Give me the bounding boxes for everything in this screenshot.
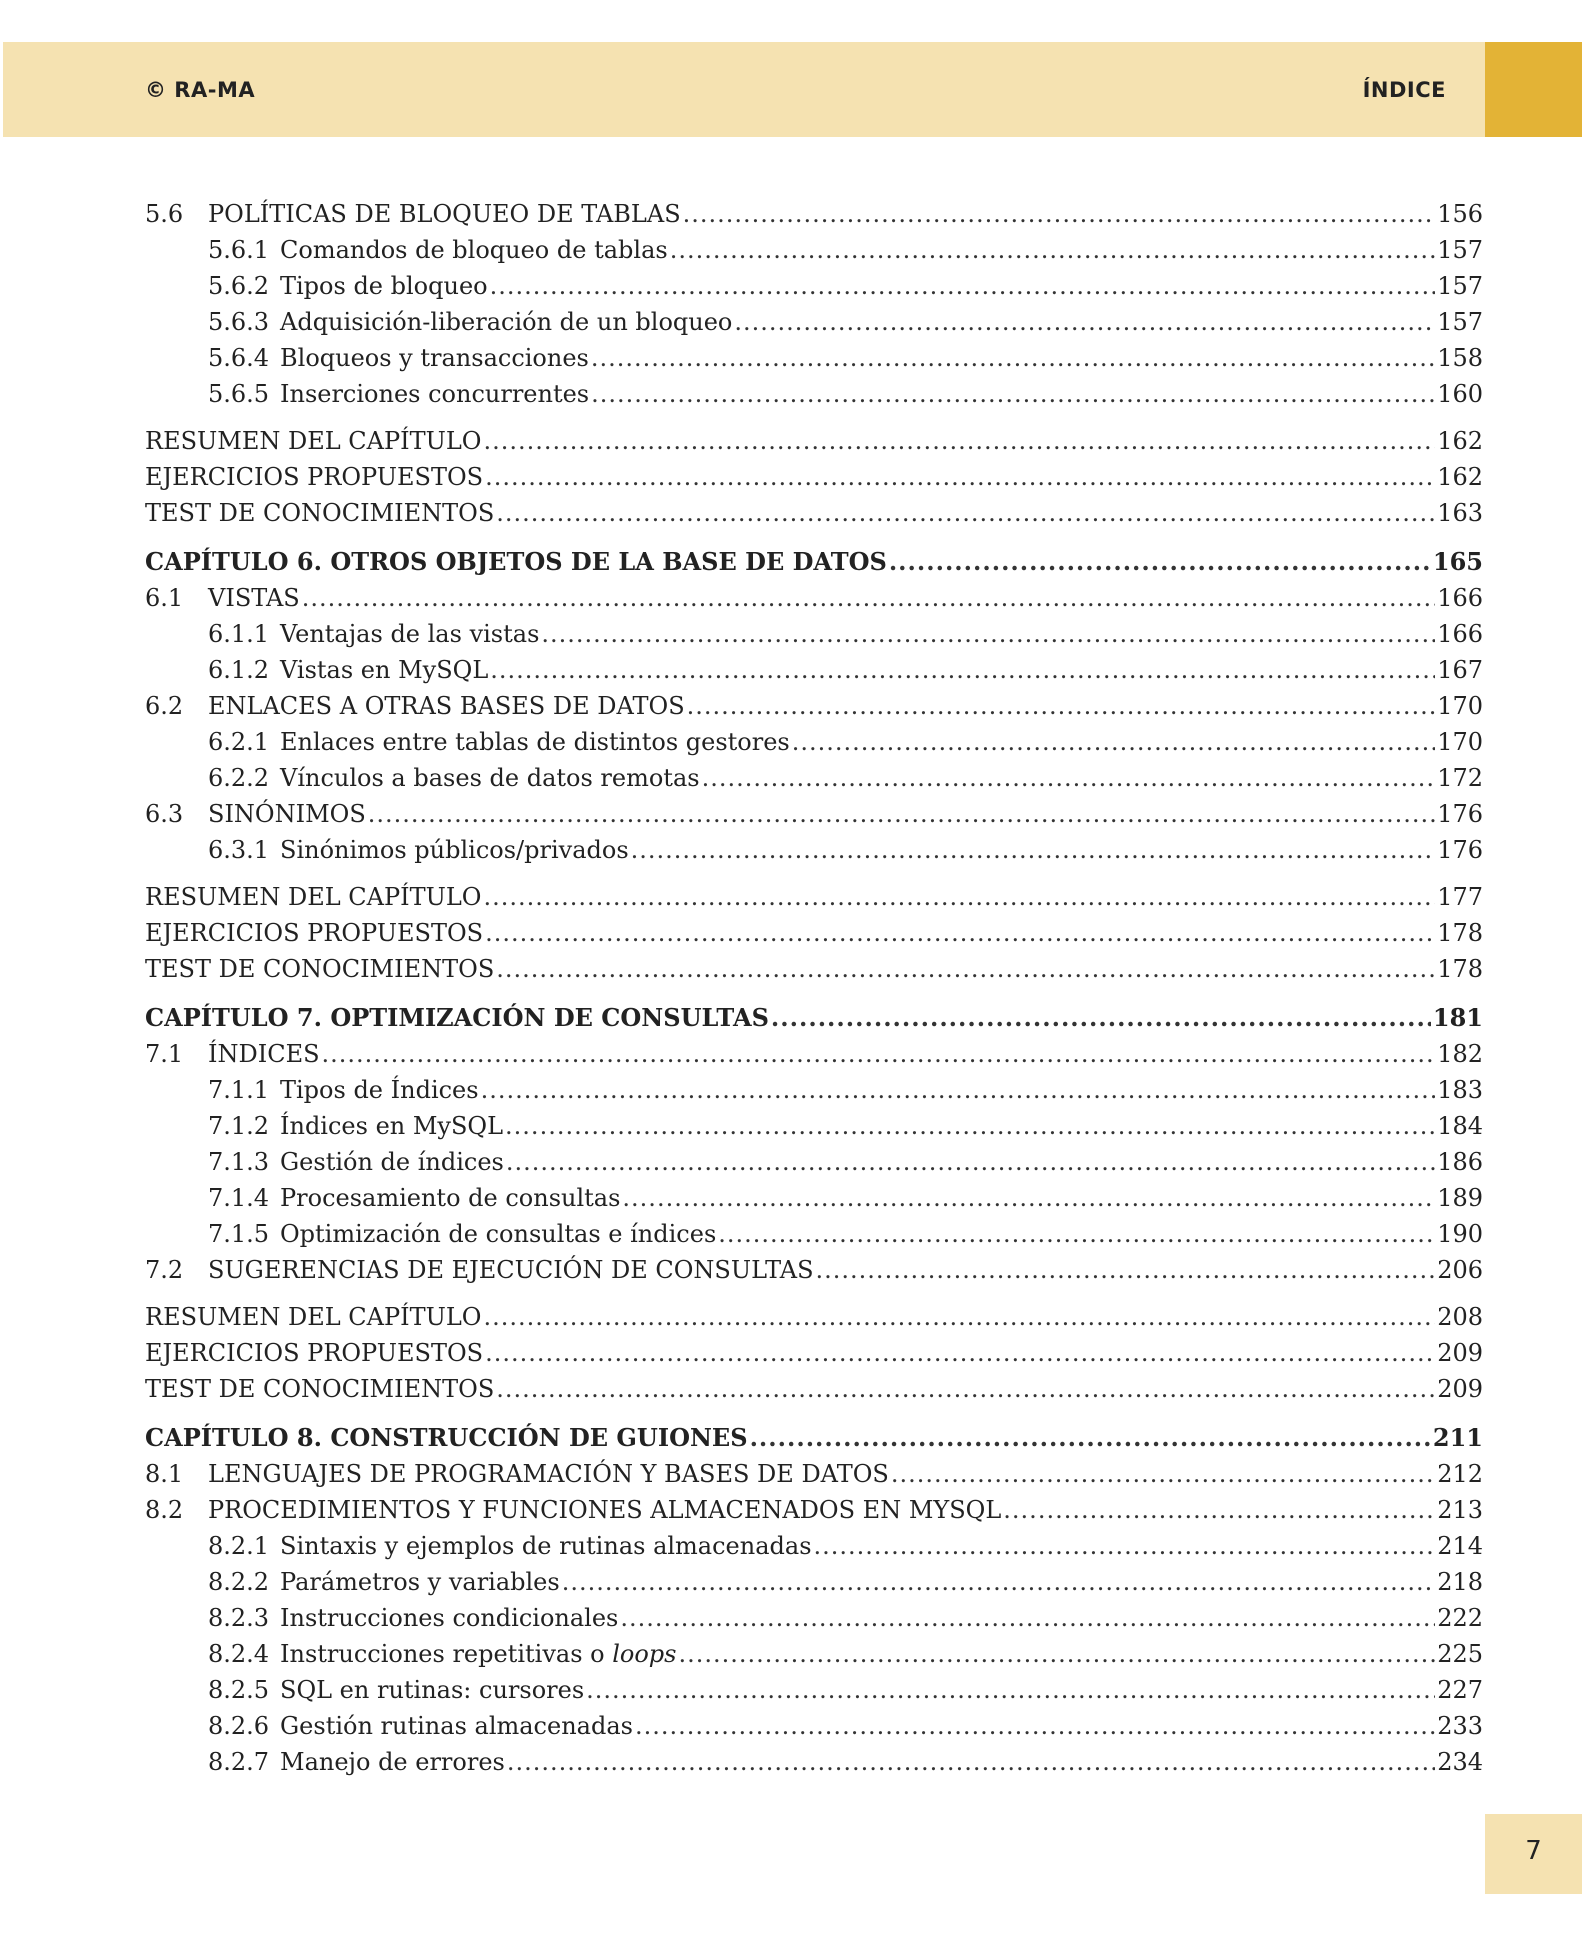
toc-entry — [145, 1108, 1483, 1144]
toc-entry-title-text: Manejo de errores — [280, 1748, 505, 1776]
toc-entry-number: 6.2 — [145, 692, 184, 720]
toc-entry-title — [280, 1564, 560, 1600]
toc-entry — [145, 1744, 1483, 1780]
toc-entry-title — [145, 1335, 483, 1371]
toc-entry-title — [280, 1144, 504, 1180]
toc-entry-page: 157 — [1437, 308, 1483, 336]
toc-entry-title-text: Sinónimos públicos/privados — [280, 836, 629, 864]
toc-entry-page: 209 — [1437, 1339, 1483, 1367]
dot-leader — [322, 1036, 1436, 1072]
toc-entry-title-text: EJERCICIOS PROPUESTOS — [145, 1339, 484, 1367]
toc-entry-title — [145, 1000, 769, 1036]
toc-entry-page: 186 — [1437, 1148, 1483, 1176]
toc-entry-page: 206 — [1437, 1256, 1483, 1284]
toc-entry-number: 8.2.7 — [208, 1748, 270, 1776]
toc-entry-number: 7.1.4 — [208, 1184, 270, 1212]
toc-entry-title — [280, 268, 488, 304]
dot-leader — [485, 1335, 1435, 1371]
toc-entry-number: 7.1.2 — [208, 1112, 270, 1140]
dot-leader — [670, 232, 1435, 268]
toc-entry-page: 190 — [1437, 1220, 1483, 1248]
toc-entry-title-text: ENLACES A OTRAS BASES DE DATOS — [208, 692, 685, 720]
toc-entry-page: 167 — [1437, 656, 1483, 684]
toc-entry-title-text: Bloqueos y transacciones — [280, 344, 589, 372]
toc-entry-title — [280, 1072, 479, 1108]
toc-entry-page: 209 — [1437, 1375, 1483, 1403]
toc-entry-page: 208 — [1437, 1303, 1483, 1331]
dot-leader — [1003, 1492, 1435, 1528]
toc-entry-title — [145, 423, 481, 459]
toc-entry-title — [280, 1672, 584, 1708]
toc-entry-page: 183 — [1437, 1076, 1483, 1104]
toc-entry-title-text: Comandos de bloqueo de tablas — [280, 236, 668, 264]
header-publisher: © RA-MA — [145, 78, 256, 102]
toc-entry-page: 218 — [1437, 1568, 1483, 1596]
dot-leader — [507, 1744, 1435, 1780]
toc-entry-title-text: TEST DE CONOCIMIENTOS — [145, 955, 495, 983]
toc-entry — [145, 688, 1483, 724]
toc-entry — [145, 544, 1483, 580]
toc-entry-title-text: Parámetros y variables — [280, 1568, 560, 1596]
dot-leader — [496, 495, 1435, 531]
dot-leader — [702, 760, 1436, 796]
toc-entry-number: 5.6.5 — [208, 380, 270, 408]
toc-entry-number: 8.1 — [145, 1460, 184, 1488]
toc-entry-title — [280, 1636, 676, 1672]
toc-entry-title — [280, 1108, 503, 1144]
toc-entry-title-text: Vínculos a bases de datos remotas — [280, 764, 700, 792]
toc-entry-title — [145, 1299, 481, 1335]
toc-entry-page: 170 — [1437, 692, 1483, 720]
toc-entry-title-text: SQL en rutinas: cursores — [280, 1676, 585, 1704]
toc-entry-number: 7.2 — [145, 1256, 184, 1284]
toc-entry-page: 212 — [1437, 1460, 1483, 1488]
toc-entry — [145, 1708, 1483, 1744]
toc-entry-title — [280, 1708, 633, 1744]
toc-entry-page: 156 — [1437, 200, 1483, 228]
dot-leader — [622, 1180, 1435, 1216]
toc-entry — [145, 1216, 1483, 1252]
toc-entry-number: 5.6.4 — [208, 344, 270, 372]
toc-entry-number: 6.1.2 — [208, 656, 270, 684]
dot-leader — [481, 1072, 1436, 1108]
toc-entry-title — [145, 915, 483, 951]
toc-entry — [145, 495, 1483, 531]
dot-leader — [678, 1636, 1435, 1672]
dot-leader — [718, 1216, 1435, 1252]
toc-entry-page: 213 — [1437, 1496, 1483, 1524]
toc-entry — [145, 1636, 1483, 1672]
dot-leader — [485, 459, 1435, 495]
toc-entry-title-text: VISTAS — [208, 584, 300, 612]
toc-entry-number: 6.1.1 — [208, 620, 270, 648]
toc-entry — [145, 1335, 1483, 1371]
toc-entry-title-text: Tipos de Índices — [280, 1076, 479, 1104]
toc-entry-title — [280, 724, 790, 760]
toc-entry-title — [280, 832, 629, 868]
toc-entry — [145, 1600, 1483, 1636]
toc-entry-title-text: TEST DE CONOCIMIENTOS — [145, 1375, 495, 1403]
toc-entry-page: 176 — [1437, 800, 1483, 828]
toc-entry-title-text: RESUMEN DEL CAPÍTULO — [145, 1303, 482, 1331]
dot-leader — [814, 1528, 1436, 1564]
toc-entry-page: 214 — [1437, 1532, 1483, 1560]
toc-entry — [145, 1144, 1483, 1180]
toc-entry — [145, 304, 1483, 340]
toc-entry-title-text: Tipos de bloqueo — [280, 272, 488, 300]
toc-entry — [145, 760, 1483, 796]
dot-leader — [506, 1144, 1435, 1180]
toc-entry — [145, 1036, 1483, 1072]
dot-leader — [734, 304, 1435, 340]
toc-entry-title-text: CAPÍTULO 7. OPTIMIZACIÓN DE CONSULTAS — [145, 1003, 769, 1032]
toc-entry-page: 160 — [1437, 380, 1483, 408]
toc-entry-number: 5.6.1 — [208, 236, 270, 264]
table-of-contents — [145, 196, 1483, 1780]
toc-entry-title — [145, 495, 494, 531]
toc-entry — [145, 796, 1483, 832]
toc-entry — [145, 1072, 1483, 1108]
dot-leader — [683, 196, 1436, 232]
toc-entry-title-text: EJERCICIOS PROPUESTOS — [145, 919, 484, 947]
toc-entry-page: 184 — [1437, 1112, 1483, 1140]
toc-entry-title-text: PROCEDIMIENTOS Y FUNCIONES ALMACENADOS EN MYSQL — [208, 1496, 1002, 1524]
toc-entry-title-text: Vistas en MySQL — [280, 656, 489, 684]
toc-entry-number: 6.2.1 — [208, 728, 270, 756]
toc-entry-title-text: CAPÍTULO 6. OTROS OBJETOS DE LA BASE DE DATOS — [145, 547, 887, 576]
toc-entry-title-text: TEST DE CONOCIMIENTOS — [145, 499, 495, 527]
toc-entry-title — [280, 1180, 620, 1216]
toc-entry-title-text: Enlaces entre tablas de distintos gestores — [280, 728, 790, 756]
toc-entry — [145, 423, 1483, 459]
toc-entry-page: 177 — [1437, 883, 1483, 911]
toc-entry-page: 157 — [1437, 272, 1483, 300]
toc-entry-number: 6.3.1 — [208, 836, 270, 864]
toc-entry-page: 165 — [1432, 547, 1483, 576]
dot-leader — [891, 1456, 1435, 1492]
toc-entry-title-text: CAPÍTULO 8. CONSTRUCCIÓN DE GUIONES — [145, 1423, 748, 1452]
toc-entry-title — [280, 232, 668, 268]
dot-leader — [368, 796, 1435, 832]
toc-entry — [145, 232, 1483, 268]
dot-leader — [591, 376, 1435, 412]
toc-entry-title — [280, 760, 700, 796]
dot-leader — [816, 1252, 1436, 1288]
toc-entry — [145, 1180, 1483, 1216]
toc-entry-title-text: ÍNDICES — [208, 1040, 320, 1068]
toc-entry-page: 211 — [1432, 1423, 1483, 1452]
toc-entry-title-text: Optimización de consultas e índices — [280, 1220, 717, 1248]
toc-entry-page: 227 — [1437, 1676, 1483, 1704]
toc-entry-title — [145, 544, 887, 580]
toc-entry — [145, 268, 1483, 304]
dot-leader — [562, 1564, 1435, 1600]
toc-entry-number: 8.2.1 — [208, 1532, 270, 1560]
toc-entry-page: 166 — [1437, 584, 1483, 612]
toc-entry-title — [280, 1528, 812, 1564]
toc-entry-page: 157 — [1437, 236, 1483, 264]
toc-entry-title-text: Sintaxis y ejemplos de rutinas almacenadas — [280, 1532, 812, 1560]
toc-entry-title — [208, 1252, 814, 1288]
toc-entry-title — [208, 796, 366, 832]
toc-entry-number: 7.1.1 — [208, 1076, 270, 1104]
toc-entry — [145, 951, 1483, 987]
toc-entry — [145, 1528, 1483, 1564]
toc-entry-page: 158 — [1437, 344, 1483, 372]
toc-entry-number: 5.6.2 — [208, 272, 270, 300]
toc-entry-page: 176 — [1437, 836, 1483, 864]
toc-entry-title-text: EJERCICIOS PROPUESTOS — [145, 463, 484, 491]
toc-entry-page: 181 — [1432, 1003, 1483, 1032]
toc-entry-title — [280, 652, 488, 688]
toc-entry-number: 7.1.5 — [208, 1220, 270, 1248]
toc-entry-title-text: RESUMEN DEL CAPÍTULO — [145, 883, 482, 911]
toc-entry-number: 8.2.5 — [208, 1676, 270, 1704]
toc-entry-title — [280, 376, 589, 412]
dot-leader — [771, 1000, 1431, 1036]
dot-leader — [687, 688, 1436, 724]
toc-entry-title-text: SINÓNIMOS — [208, 800, 366, 828]
toc-entry-title — [208, 1456, 889, 1492]
toc-entry-title-text: Instrucciones repetitivas o — [280, 1640, 613, 1668]
toc-entry-title-text: Procesamiento de consultas — [280, 1184, 621, 1212]
dot-leader — [792, 724, 1435, 760]
toc-entry — [145, 196, 1483, 232]
toc-entry-title — [280, 616, 539, 652]
page-number: 7 — [1525, 1836, 1542, 1866]
toc-entry-page: 225 — [1437, 1640, 1483, 1668]
toc-entry-title — [145, 1371, 494, 1407]
toc-entry-number: 8.2 — [145, 1496, 184, 1524]
toc-entry-page: 178 — [1437, 919, 1483, 947]
toc-entry-title — [208, 688, 685, 724]
toc-entry-title-text: Gestión de índices — [280, 1148, 504, 1176]
toc-entry-title — [208, 1036, 320, 1072]
toc-entry-title — [208, 1492, 1001, 1528]
toc-entry-title-text: SUGERENCIAS DE EJECUCIÓN DE CONSULTAS — [208, 1256, 814, 1284]
toc-entry-title — [280, 1744, 505, 1780]
dot-leader — [889, 544, 1431, 580]
toc-entry — [145, 724, 1483, 760]
dot-leader — [631, 832, 1436, 868]
toc-entry-number: 7.1.3 — [208, 1148, 270, 1176]
dot-leader — [490, 652, 1435, 688]
toc-entry-number: 6.2.2 — [208, 764, 270, 792]
toc-entry-number: 6.3 — [145, 800, 184, 828]
toc-entry — [145, 652, 1483, 688]
dot-leader — [485, 915, 1435, 951]
dot-leader — [483, 879, 1435, 915]
toc-entry — [145, 376, 1483, 412]
toc-entry-title — [280, 340, 589, 376]
toc-entry — [145, 459, 1483, 495]
toc-entry-number: 8.2.6 — [208, 1712, 270, 1740]
toc-entry-title — [145, 951, 494, 987]
dot-leader — [302, 580, 1435, 616]
toc-entry — [145, 1252, 1483, 1288]
toc-entry-page: 166 — [1437, 620, 1483, 648]
toc-entry-title — [145, 1420, 748, 1456]
toc-entry — [145, 832, 1483, 868]
toc-entry-number: 7.1 — [145, 1040, 184, 1068]
dot-leader — [490, 268, 1436, 304]
toc-entry-page: 162 — [1437, 463, 1483, 491]
toc-entry-page: 233 — [1437, 1712, 1483, 1740]
toc-entry-page: 222 — [1437, 1604, 1483, 1632]
toc-entry — [145, 1672, 1483, 1708]
toc-entry-title-text: Ventajas de las vistas — [280, 620, 540, 648]
toc-entry-number: 5.6.3 — [208, 308, 270, 336]
toc-entry-title-text: RESUMEN DEL CAPÍTULO — [145, 427, 482, 455]
dot-leader — [505, 1108, 1435, 1144]
toc-entry-page: 172 — [1437, 764, 1483, 792]
dot-leader — [586, 1672, 1435, 1708]
toc-entry-number: 5.6 — [145, 200, 184, 228]
toc-entry-title-text: Instrucciones condicionales — [280, 1604, 619, 1632]
toc-entry-title — [145, 459, 483, 495]
toc-entry-title-text: Adquisición-liberación de un bloqueo — [280, 308, 733, 336]
toc-entry-title-text: POLÍTICAS DE BLOQUEO DE TABLAS — [208, 200, 681, 228]
toc-entry-title — [208, 196, 681, 232]
toc-entry-title-text: Índices en MySQL — [280, 1112, 504, 1140]
toc-entry — [145, 616, 1483, 652]
toc-entry-page: 234 — [1437, 1748, 1483, 1776]
toc-entry-number: 8.2.3 — [208, 1604, 270, 1632]
toc-entry — [145, 340, 1483, 376]
toc-entry — [145, 1299, 1483, 1335]
toc-entry-page: 182 — [1437, 1040, 1483, 1068]
toc-entry — [145, 1456, 1483, 1492]
toc-entry-page: 170 — [1437, 728, 1483, 756]
toc-entry-title — [208, 580, 300, 616]
toc-entry — [145, 1564, 1483, 1600]
toc-entry-title — [280, 1600, 618, 1636]
toc-entry — [145, 879, 1483, 915]
toc-entry — [145, 1492, 1483, 1528]
toc-entry — [145, 915, 1483, 951]
toc-entry-number: 8.2.2 — [208, 1568, 270, 1596]
toc-entry-page: 189 — [1437, 1184, 1483, 1212]
header-section-title: ÍNDICE — [1362, 78, 1446, 102]
dot-leader — [541, 616, 1435, 652]
dot-leader — [483, 1299, 1435, 1335]
dot-leader — [635, 1708, 1435, 1744]
toc-entry-page: 162 — [1437, 427, 1483, 455]
toc-entry-title — [145, 879, 481, 915]
toc-entry — [145, 580, 1483, 616]
toc-entry — [145, 1371, 1483, 1407]
dot-leader — [496, 1371, 1435, 1407]
dot-leader — [591, 340, 1435, 376]
dot-leader — [750, 1420, 1431, 1456]
toc-entry-title-italic: loops — [612, 1640, 677, 1668]
toc-entry — [145, 1000, 1483, 1036]
toc-entry-number: 6.1 — [145, 584, 184, 612]
toc-entry-title-text: Gestión rutinas almacenadas — [280, 1712, 633, 1740]
toc-entry-title-text: LENGUAJES DE PROGRAMACIÓN Y BASES DE DATOS — [208, 1460, 889, 1488]
header-tab — [1485, 42, 1582, 137]
toc-entry-page: 178 — [1437, 955, 1483, 983]
toc-entry-title — [280, 1216, 716, 1252]
dot-leader — [496, 951, 1435, 987]
toc-entry-page: 163 — [1437, 499, 1483, 527]
toc-entry — [145, 1420, 1483, 1456]
dot-leader — [483, 423, 1435, 459]
toc-entry-number: 8.2.4 — [208, 1640, 270, 1668]
toc-entry-title-text: Inserciones concurrentes — [280, 380, 590, 408]
dot-leader — [620, 1600, 1435, 1636]
toc-entry-title — [280, 304, 732, 340]
